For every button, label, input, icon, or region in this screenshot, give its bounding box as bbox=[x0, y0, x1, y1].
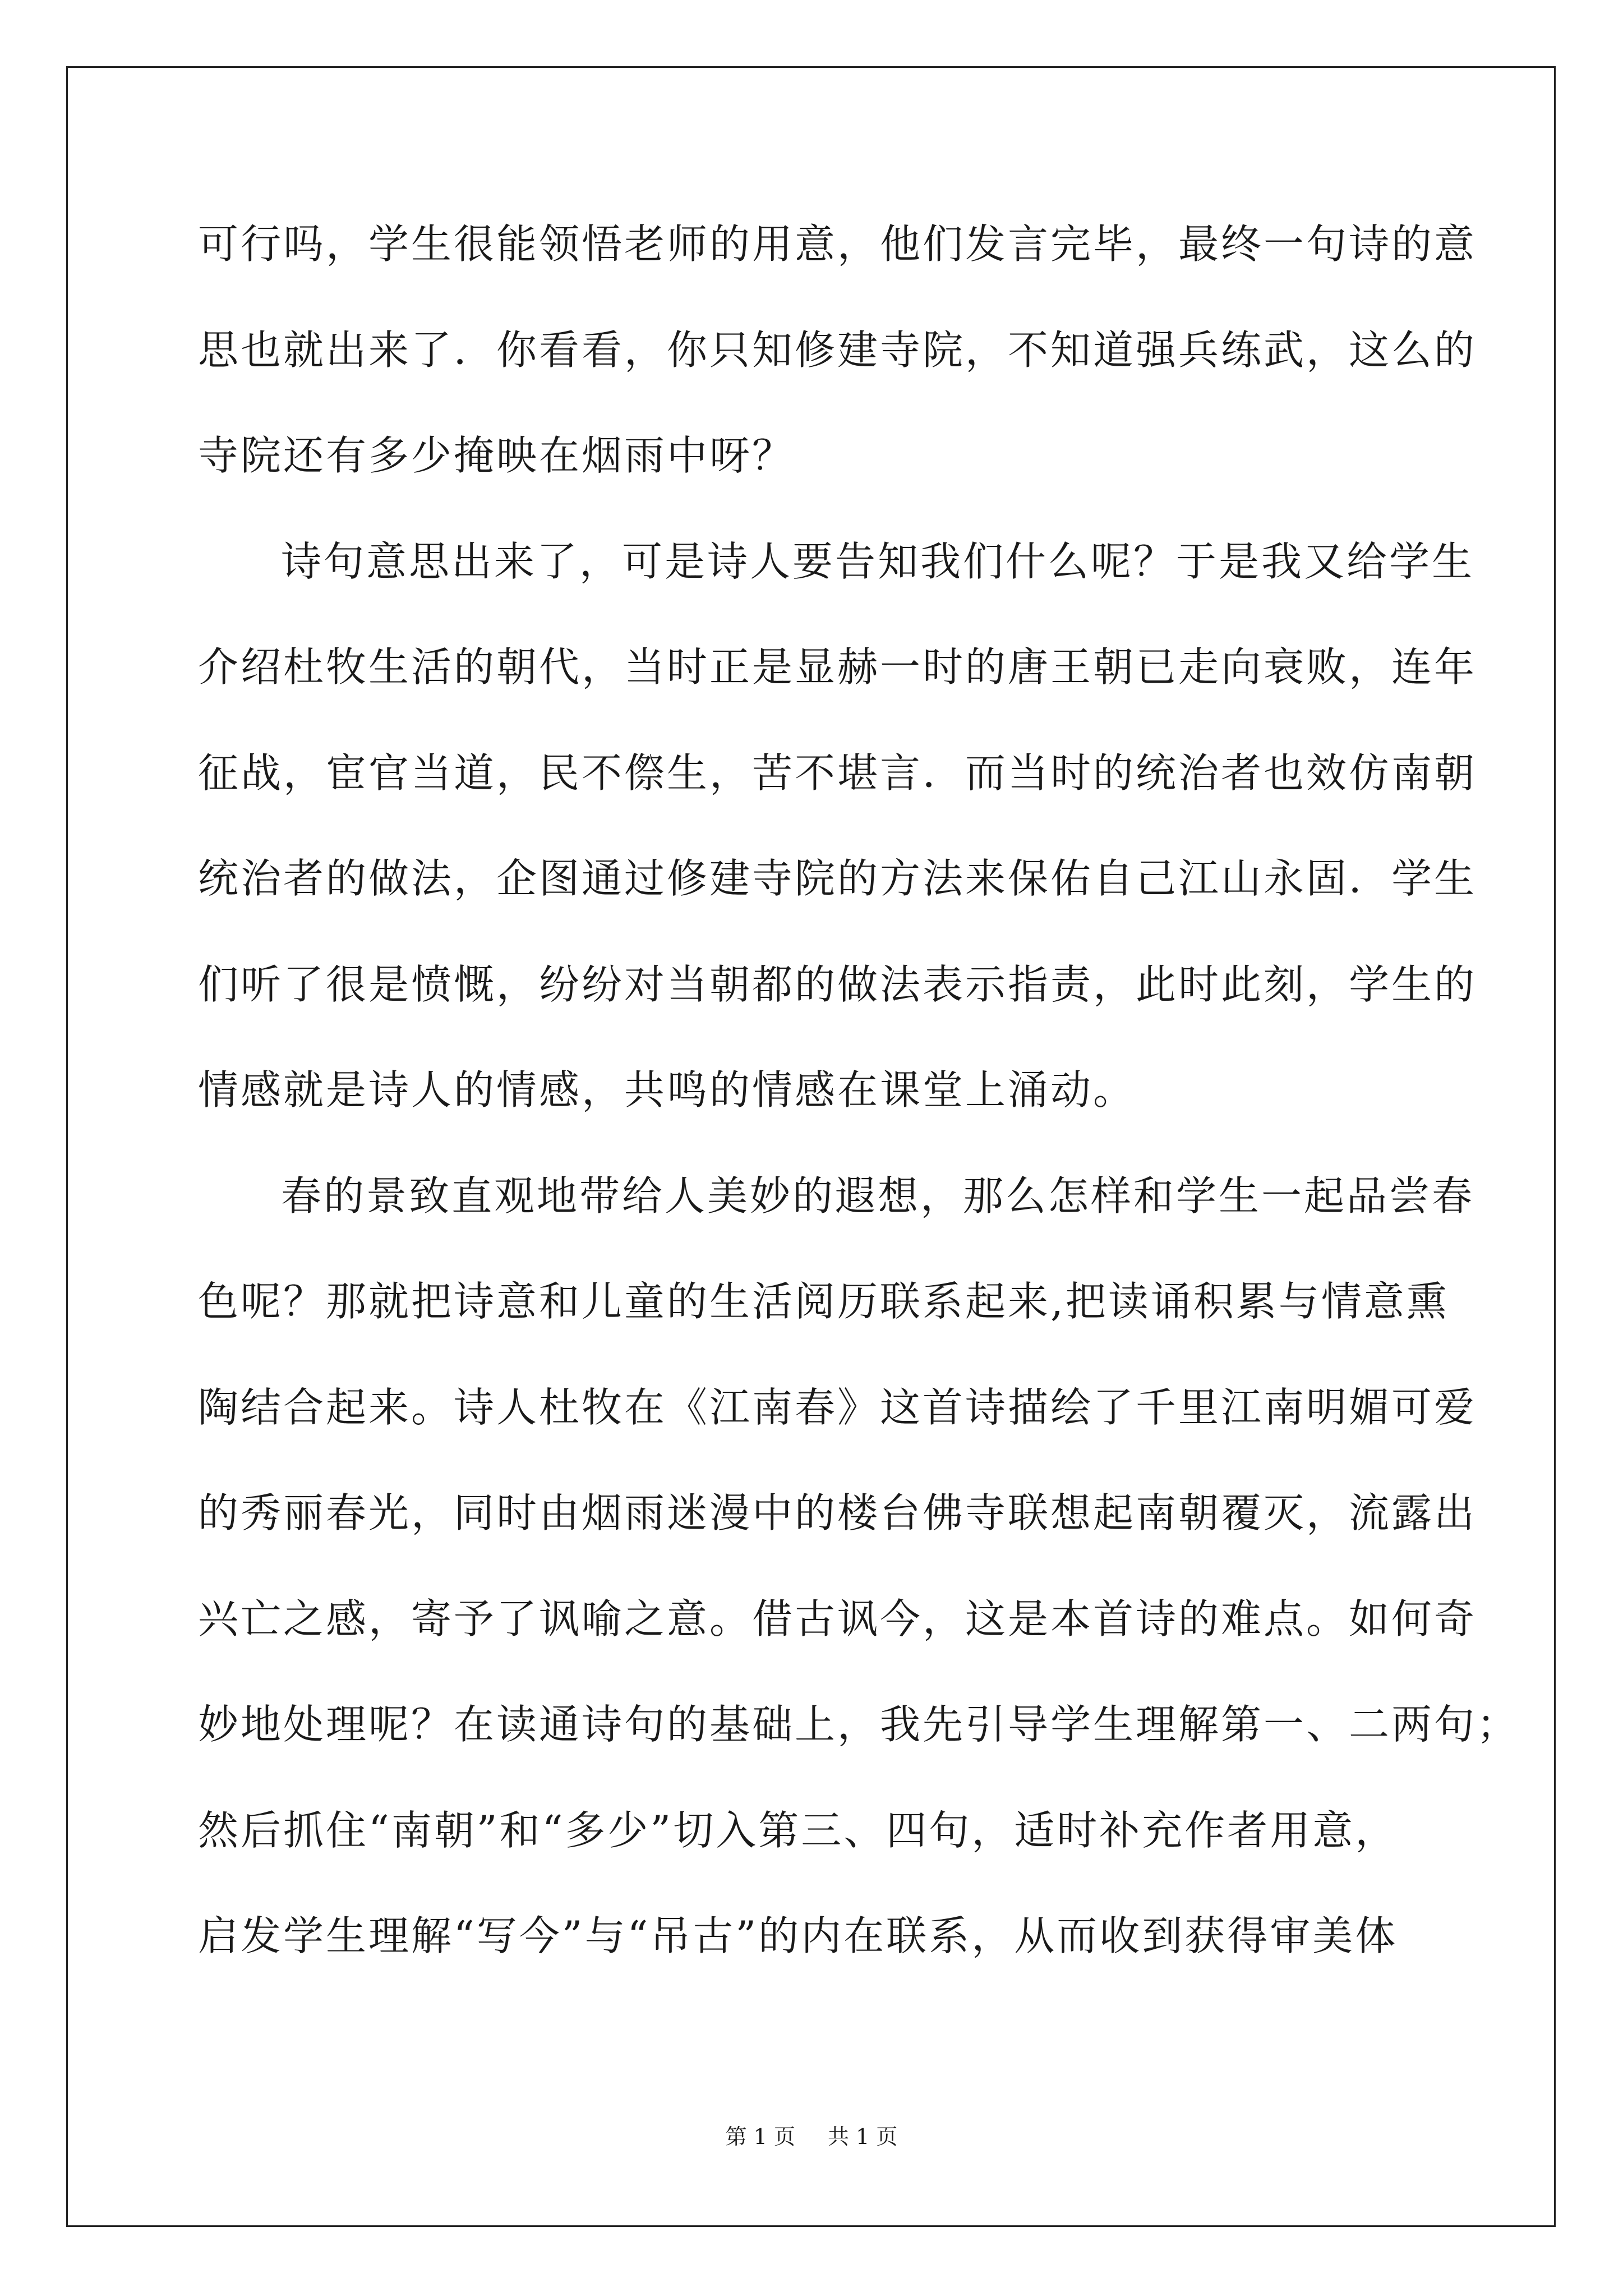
text-line: 寺院还有多少掩映在烟雨中呀？ bbox=[198, 432, 795, 479]
paragraph-2 bbox=[198, 533, 1477, 1168]
text-line: 春的景致直观地带给人美妙的遐想，那么怎样和学生一起品尝春 bbox=[281, 1172, 1475, 1220]
text-line: 色呢？那就把诗意和儿童的生活阅历联系起来,把读诵积累与情意熏 bbox=[198, 1278, 1449, 1325]
text-line: 妙地处理呢？在读通诗句的基础上，我先引导学生理解第一、二两句； bbox=[198, 1701, 1520, 1748]
text-line: 介绍杜牧生活的朝代，当时正是显赫一时的唐王朝已走向衰败，连年 bbox=[198, 643, 1477, 691]
text-line: 征战，宦官当道，民不傺生，苦不堪言．而当时的统治者也效仿南朝 bbox=[198, 749, 1477, 797]
text-line: 情感就是诗人的情感，共鸣的情感在课堂上涌动。 bbox=[198, 1066, 1136, 1114]
text-line: 统治者的做法，企图通过修建寺院的方法来保佑自己江山永固．学生 bbox=[198, 855, 1477, 902]
document-body bbox=[198, 216, 1520, 2014]
text-line: 可行吗，学生很能领悟老师的用意，他们发言完毕，最终一句诗的意 bbox=[198, 220, 1477, 268]
text-line: 们听了很是愤慨，纷纷对当朝都的做法表示指责，此时此刻，学生的 bbox=[198, 960, 1477, 1008]
page-footer bbox=[0, 2119, 1623, 2150]
text-line: 然后抓住“南朝”和“多少”切入第三、四句，适时补充作者用意， bbox=[198, 1806, 1398, 1854]
paragraph-3 bbox=[198, 1168, 1520, 2014]
page-number: 第 1 页 bbox=[725, 2124, 795, 2149]
text-line: 兴亡之感，寄予了讽喻之意。借古讽今，这是本首诗的难点。如何奇 bbox=[198, 1595, 1477, 1642]
text-line: 思也就出来了．你看看，你只知修建寺院，不知道强兵练武，这么的 bbox=[198, 326, 1477, 374]
text-line: 启发学生理解“写今”与“吊古”的内在联系，从而收到获得审美体 bbox=[198, 1912, 1398, 1959]
page-total: 共 1 页 bbox=[828, 2124, 898, 2149]
text-line: 陶结合起来。诗人杜牧在《江南春》这首诗描绘了千里江南明媚可爱 bbox=[198, 1383, 1477, 1431]
text-line: 诗句意思出来了，可是诗人要告知我们什么呢？于是我又给学生 bbox=[281, 537, 1475, 585]
text-line: 的秀丽春光，同时由烟雨迷漫中的楼台佛寺联想起南朝覆灭，流露出 bbox=[198, 1489, 1477, 1536]
paragraph-1 bbox=[198, 216, 1477, 533]
